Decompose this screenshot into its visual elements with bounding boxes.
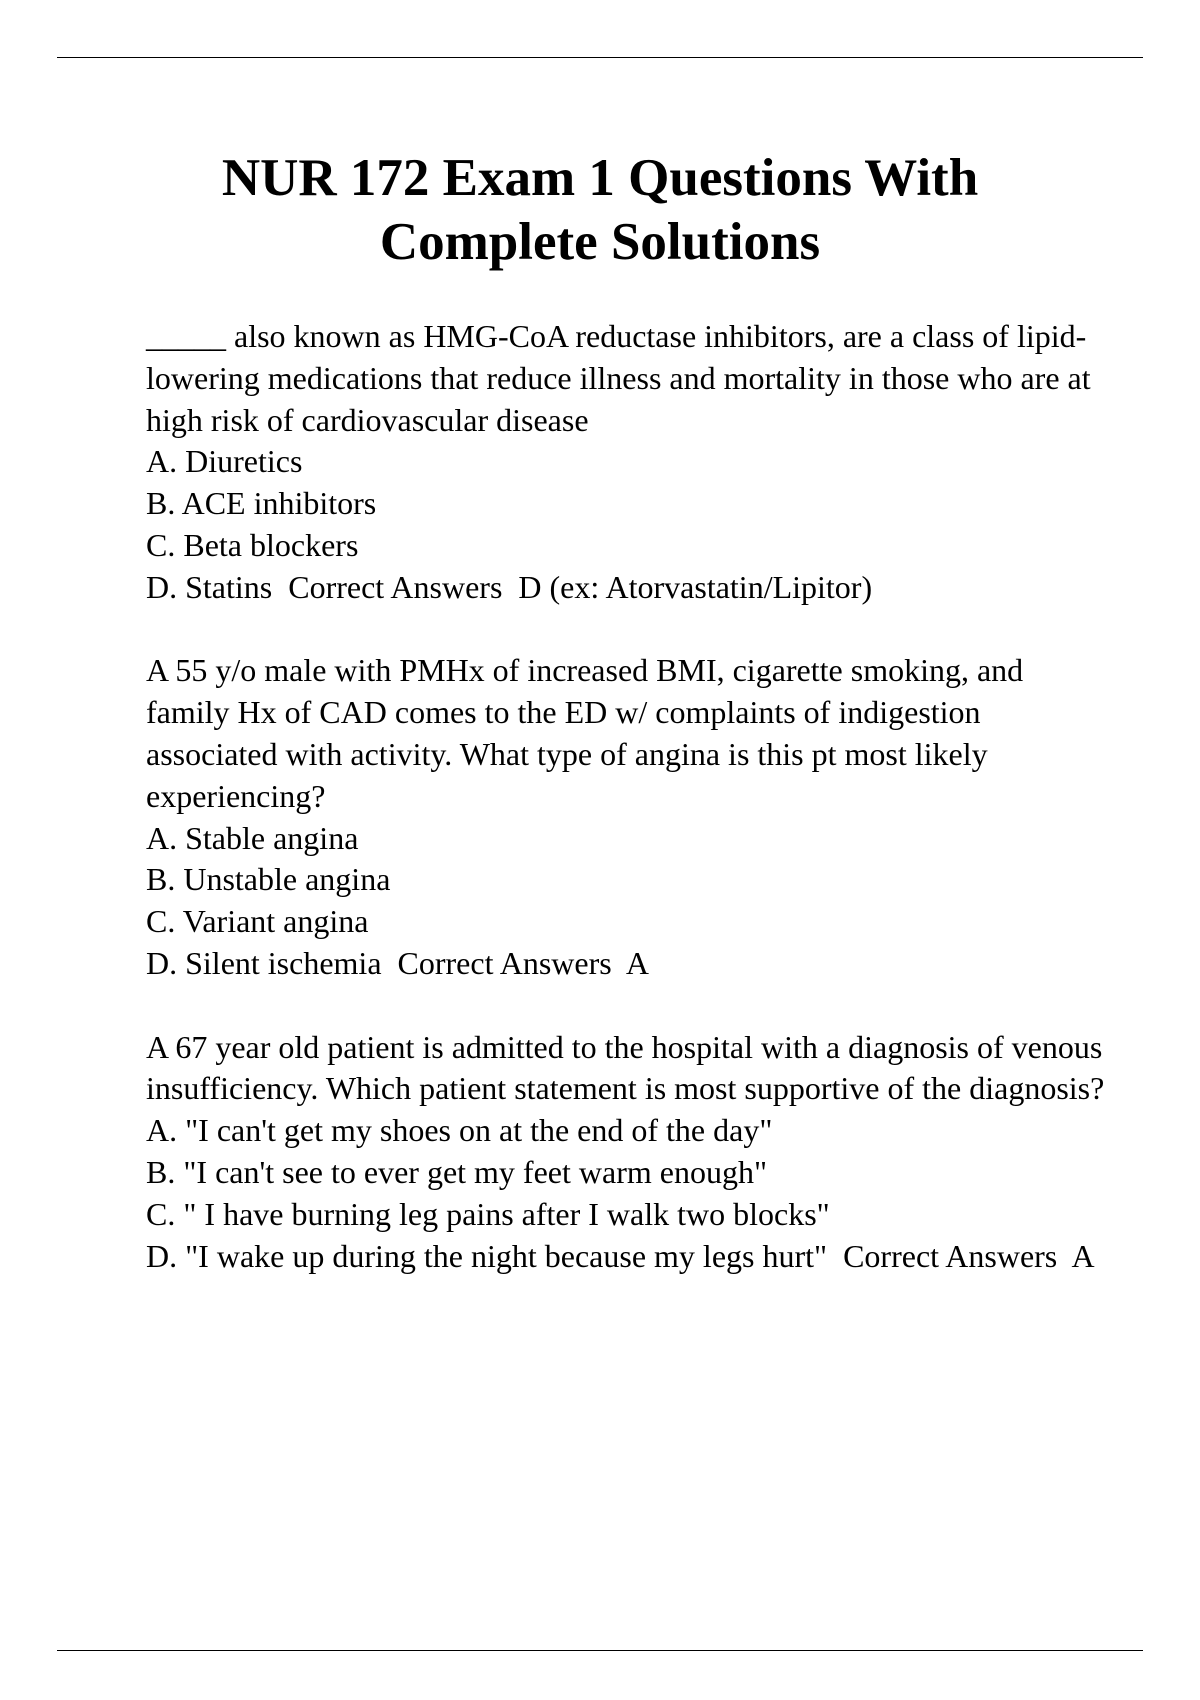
option-d-with-answer: D. Silent ischemia Correct Answers A xyxy=(146,944,650,981)
question-text: A 55 y/o male with PMHx of increased BMI, cigarette smoking, and family Hx of CAD comes to the ED w/ complaints of indigestion associated with activity. What type of angina is this pt most likely experiencing? xyxy=(146,652,1024,814)
document-title xyxy=(100,146,1100,274)
question-2 xyxy=(146,650,1106,984)
option-c: C. Beta blockers xyxy=(146,526,359,563)
question-text: A 67 year old patient is admitted to the hospital with a diagnosis of venous insufficiency. Which patient statement is most supportive of the diagnosis? xyxy=(146,1028,1105,1107)
option-b: B. "I can't see to ever get my feet warm enough" xyxy=(146,1153,767,1190)
question-list xyxy=(146,316,1106,1319)
option-a: A. "I can't get my shoes on at the end of the day" xyxy=(146,1112,773,1149)
option-a: A. Stable angina xyxy=(146,819,359,856)
question-1 xyxy=(146,316,1106,609)
option-c: C. " I have burning leg pains after I walk two blocks" xyxy=(146,1195,830,1232)
title-line-2: Complete Solutions xyxy=(379,213,821,271)
option-c: C. Variant angina xyxy=(146,903,369,940)
option-a: A. Diuretics xyxy=(146,443,303,480)
title-line-1: NUR 172 Exam 1 Questions With xyxy=(221,149,979,207)
option-d-with-answer: D. "I wake up during the night because my legs hurt" Correct Answers A xyxy=(146,1237,1095,1274)
bottom-rule xyxy=(57,1650,1143,1651)
question-text: _____ also known as HMG-CoA reductase inhibitors, are a class of lipid-lowering medications that reduce illness and mortality in those who are at high risk of cardiovascular disease xyxy=(146,318,1091,438)
option-b: B. ACE inhibitors xyxy=(146,485,377,522)
question-3 xyxy=(146,1027,1106,1278)
option-b: B. Unstable angina xyxy=(146,861,391,898)
option-d-with-answer: D. Statins Correct Answers D (ex: Atorvastatin/Lipitor) xyxy=(146,568,873,605)
top-rule xyxy=(57,57,1143,58)
